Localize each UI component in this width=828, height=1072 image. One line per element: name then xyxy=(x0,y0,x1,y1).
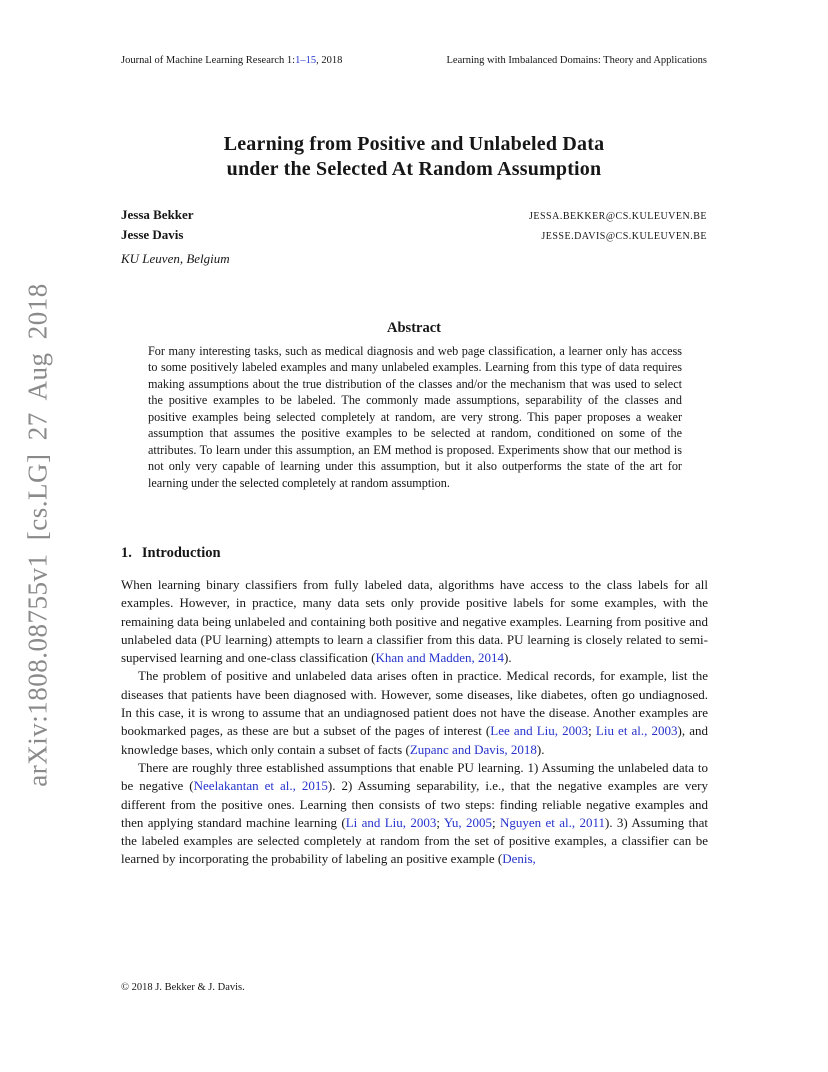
abstract-heading: Abstract xyxy=(387,320,441,336)
author-email: JESSE.DAVIS@CS.KULEUVEN.BE xyxy=(541,231,707,242)
text-run: The problem of positive and unlabeled data arises often in practice. Medical records, for example, list the diseases that patients have been diagnosed with. However, some diseases, like diabetes, often go undiagnosed. In this case, it is wrong to assume that an undiagnosed patient does not have the disease. Another examples are bookmarked pages, as these are but a subset of the pages of interest ( xyxy=(121,668,708,739)
text-run: ; xyxy=(588,723,596,739)
text-run: When learning binary classifiers from fully labeled data, algorithms have access to the class labels for all examples. However, in practice, many data sets only provide positive labels for some examples, with the remaining data being unlabeled and containing both positive and negative examples. Learning from positive and unlabeled data (PU learning) attempts to learn a classifier from this data. PU learning is closely related to semi-supervised learning and one-class classification ( xyxy=(121,577,708,666)
citation-link[interactable]: Nguyen et al., 2011 xyxy=(499,814,605,830)
section-heading-introduction xyxy=(121,545,221,562)
introduction-body xyxy=(121,576,708,869)
header-conference-title: Learning with Imbalanced Domains: Theory and Applications xyxy=(446,55,707,66)
citation-link[interactable]: Liu et al., 2003 xyxy=(595,723,678,739)
author-name: Jesse Davis xyxy=(121,227,184,242)
author-email: JESSA.BEKKER@CS.KULEUVEN.BE xyxy=(529,211,707,222)
citation-link[interactable]: Zupanc and Davis, 2018 xyxy=(409,741,537,757)
text-run: ), and knowledge bases, which only contain a subset of facts ( xyxy=(121,723,708,757)
paper-title-line1: Learning from Positive and Unlabeled Data xyxy=(223,133,605,155)
copyright-footer: © 2018 J. Bekker & J. Davis. xyxy=(121,982,245,993)
citation-link[interactable]: Denis, xyxy=(502,851,536,867)
citation-link[interactable]: Khan and Madden, 2014 xyxy=(375,650,505,666)
abstract-text: For many interesting tasks, such as medical diagnosis and web page classification, a learner only has access to some positively labeled examples and many unlabeled examples. Learning from this type of data requires making assumptions about the true distribution of the classes and/or the mechanism that was used to select the positive examples to be labeled. The commonly made assumptions, separability of the classes and positive examples being selected completely at random, are very strong. This paper proposes a weaker assumption that assumes the positive examples to be selected at random, conditioned on some of the attributes. To learn under this assumption, an EM method is proposed. Experiments show that our method is not only very capable of learning under this assumption, but it also outperforms the state of the art for learning under the selected completely at random assumption. xyxy=(148,344,682,490)
arxiv-watermark: arXiv:1808.08755v1 [cs.LG] 27 Aug 2018 xyxy=(22,283,53,787)
text-run: ). 3) Assuming that the labeled examples are selected completely at random from the set of positive examples, a classifier can be learned by incorporating the probability of labeling an positive example ( xyxy=(121,814,708,867)
text-run: ). 2) Assuming separability, i.e., that the negative examples are very different from the positive ones. Learning then consists of two steps: finding reliable negative examples and then applying standard machine learning ( xyxy=(121,778,708,830)
text-run: There are roughly three established assumptions that enable PU learning. 1) Assuming the unlabeled data to be negative ( xyxy=(121,759,708,794)
citation-link[interactable]: Li and Liu, 2003 xyxy=(345,814,437,830)
author-name: Jessa Bekker xyxy=(121,207,194,222)
paper-title-line2: under the Selected At Random Assumption xyxy=(226,158,602,180)
intro-paragraph-1 xyxy=(121,576,708,667)
journal-header xyxy=(121,55,707,66)
intro-paragraph-2 xyxy=(121,667,708,758)
text-run: Journal of Machine Learning Research 1: xyxy=(121,55,296,66)
citation-link[interactable]: Lee and Liu, 2003 xyxy=(490,723,589,739)
intro-paragraph-3 xyxy=(121,759,708,869)
text-run: ). xyxy=(504,650,512,666)
paper-title xyxy=(121,132,707,182)
citation-link[interactable]: Yu, 2005 xyxy=(443,814,492,830)
text-run: ; xyxy=(436,814,444,830)
author-row xyxy=(121,207,707,227)
header-journal-ref xyxy=(121,55,342,66)
text-run: , 2018 xyxy=(316,55,343,66)
text-run: ). xyxy=(536,741,545,757)
section-number: 1. xyxy=(121,545,132,561)
citation-link[interactable]: Neelakantan et al., 2015 xyxy=(193,778,328,794)
author-row xyxy=(121,227,707,247)
section-title: Introduction xyxy=(141,545,221,561)
text-run: ; xyxy=(491,814,500,830)
affiliation: KU Leuven, Belgium xyxy=(121,251,230,266)
citation-link[interactable]: 1–15 xyxy=(295,55,317,66)
author-block xyxy=(121,207,707,267)
